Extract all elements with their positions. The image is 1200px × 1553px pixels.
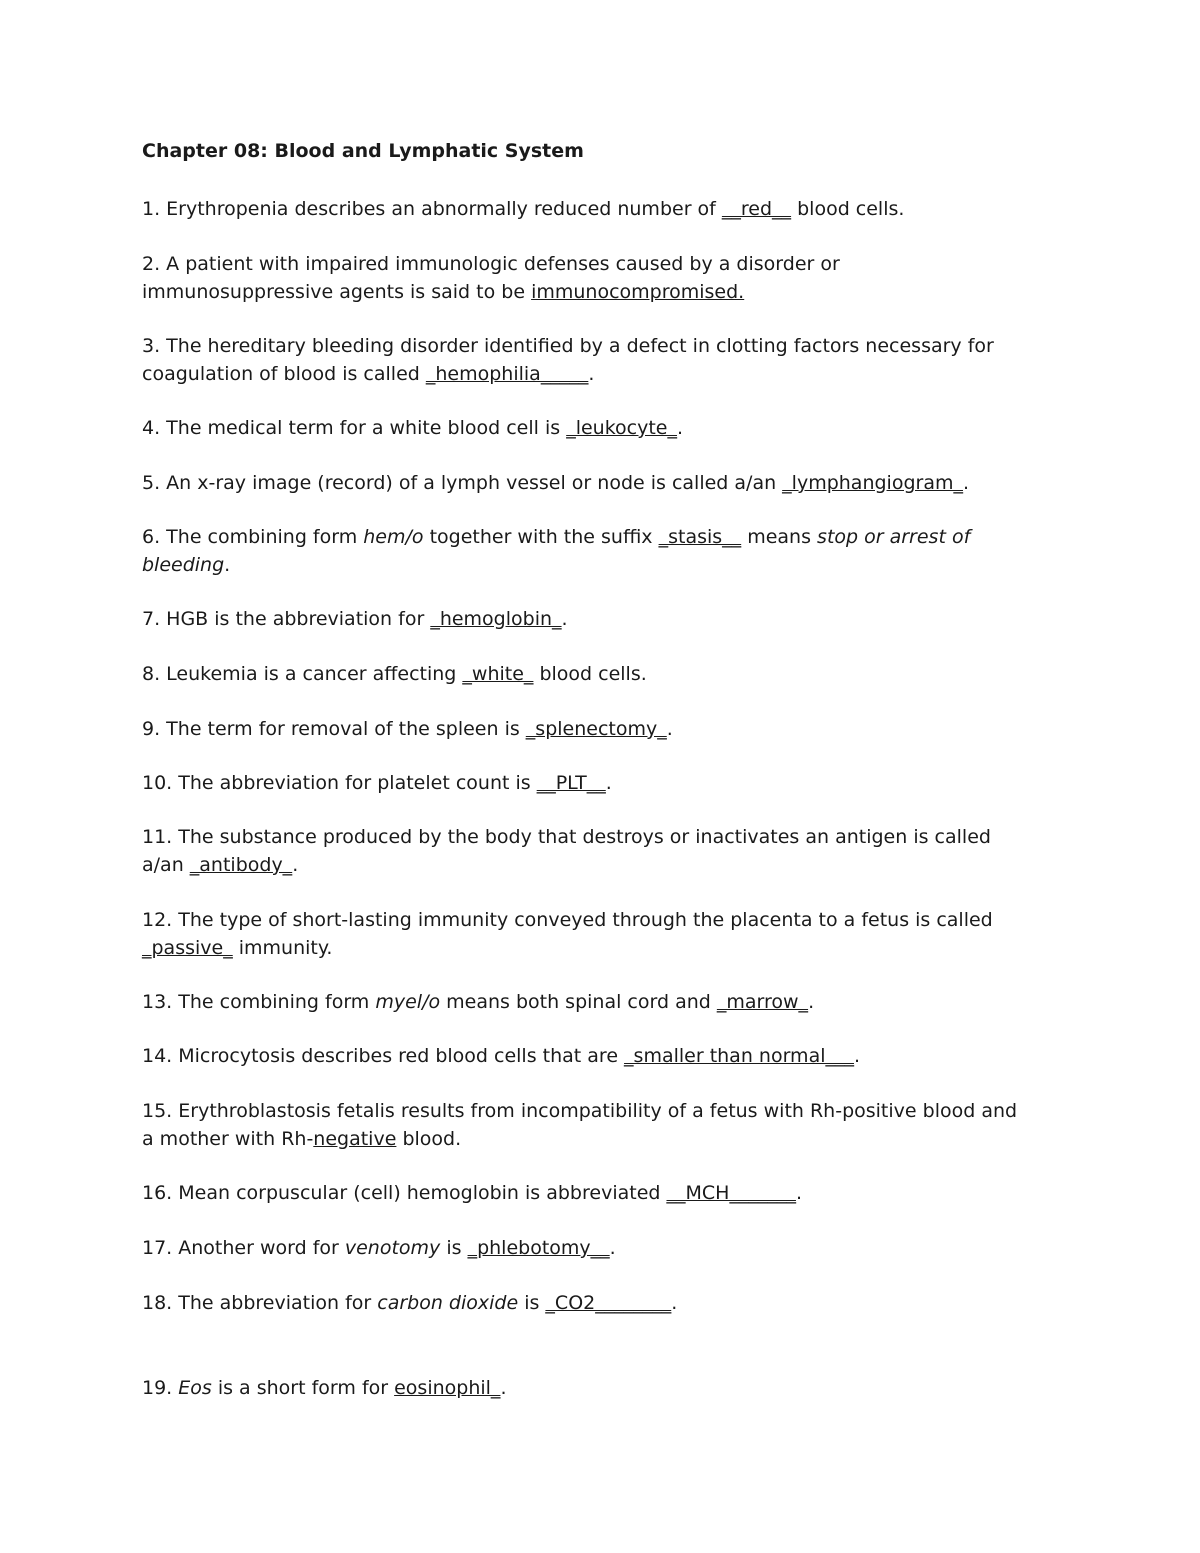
question-1: 1. Erythropenia describes an abnormally reduced number of __red__ blood cells. [142,198,905,220]
answer-blank: _leukocyte_ [566,417,677,439]
question-19: 19. Eos is a short form for eosinophil_. [142,1377,507,1399]
question-11: 11. The substance produced by the body that destroys or inactivates an antigen is called a/an _antibody_. [142,826,991,876]
answer-blank: _phlebotomy__ [467,1237,610,1259]
answer-blank: __PLT__ [536,772,606,794]
answer-blank: _lymphangiogram_ [782,472,963,494]
question-12: 12. The type of short-lasting immunity conveyed through the placenta to a fetus is called _passive_ immunity. [142,909,993,959]
answer-blank: _hemophilia_____ [425,363,589,385]
answer-blank: negative [313,1128,397,1150]
question-10: 10. The abbreviation for platelet count is __PLT__. [142,772,612,794]
answer-blank: _hemoglobin_ [430,608,562,630]
answer-blank: __MCH_______ [666,1182,796,1204]
question-18: 18. The abbreviation for carbon dioxide is _CO2________. [142,1292,678,1314]
question-6: 6. The combining form hem/o together with the suffix _stasis__ means stop or arrest of bleeding. [142,526,971,576]
question-3: 3. The hereditary bleeding disorder identified by a defect in clotting factors necessary for coagulation of blood is called _hemophilia_____. [142,335,994,385]
question-17: 17. Another word for venotomy is _phlebotomy__. [142,1237,616,1259]
answer-blank: __red__ [721,198,792,220]
answer-blank: _passive_ [142,937,233,959]
question-9: 9. The term for removal of the spleen is _splenectomy_. [142,718,673,740]
question-15: 15. Erythroblastosis fetalis results from incompatibility of a fetus with Rh-positive blood and a mother with Rh-negative blood. [142,1100,1018,1150]
question-2: 2. A patient with impaired immunologic defenses caused by a disorder or immunosuppressive agents is said to be immunocompromised. [142,253,840,303]
answer-blank: _splenectomy_ [525,718,667,740]
question-4: 4. The medical term for a white blood cell is _leukocyte_. [142,417,684,439]
question-16: 16. Mean corpuscular (cell) hemoglobin is abbreviated __MCH_______. [142,1182,802,1204]
answer-blank: _white_ [462,663,534,685]
question-13: 13. The combining form myel/o means both spinal cord and _marrow_. [142,991,815,1013]
answer-blank: eosinophil_ [394,1377,501,1399]
question-14: 14. Microcytosis describes red blood cells that are _smaller than normal___. [142,1045,861,1067]
answer-blank: _CO2________ [545,1292,672,1314]
answer-blank: _marrow_ [716,991,809,1013]
question-7: 7. HGB is the abbreviation for _hemoglobin_. [142,608,568,630]
question-8: 8. Leukemia is a cancer affecting _white_ blood cells. [142,663,647,685]
answer-blank: _smaller than normal___ [624,1045,854,1067]
answer-blank: immunocompromised. [531,281,745,303]
answer-blank: _stasis__ [658,526,742,548]
answer-blank: _antibody_ [189,854,293,876]
question-5: 5. An x-ray image (record) of a lymph vessel or node is called a/an _lymphangiogram_. [142,472,970,494]
page-title: Chapter 08: Blood and Lymphatic System [142,140,584,162]
